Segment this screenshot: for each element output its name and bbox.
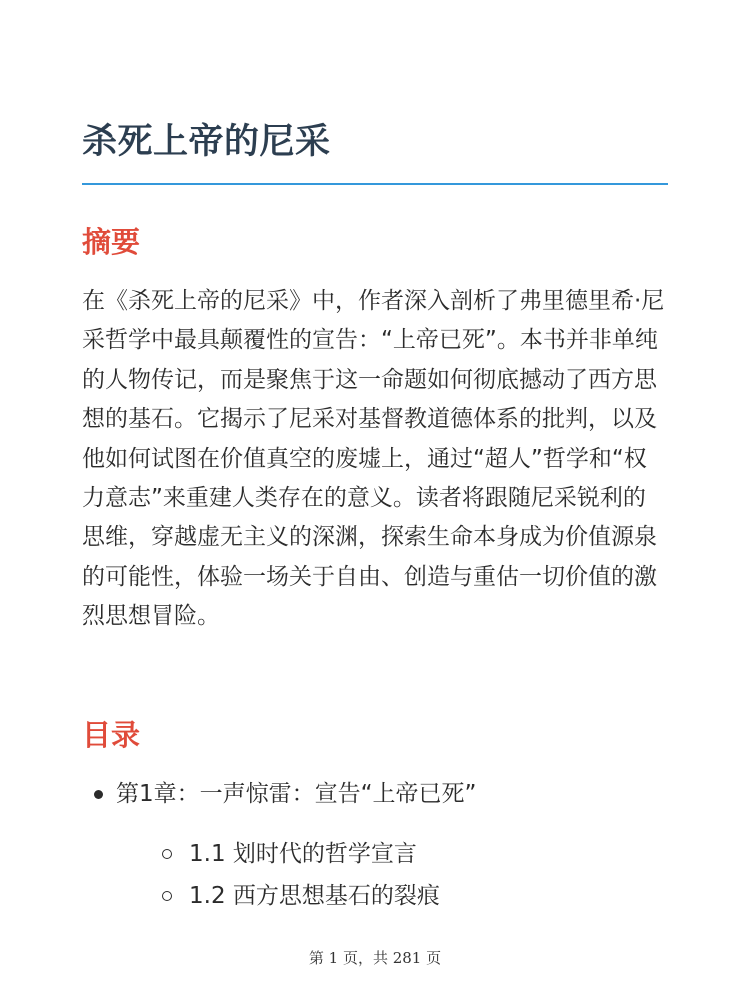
- bullet-circle-icon: [162, 849, 172, 859]
- toc-heading: 目录: [82, 718, 141, 752]
- toc-section-1-2[interactable]: [189, 876, 440, 916]
- bullet-circle-icon: [162, 891, 172, 901]
- toc-section-label: 1.1 划时代的哲学宣言: [189, 841, 417, 867]
- toc-chapter-1[interactable]: [116, 774, 476, 814]
- abstract-paragraph: 在《杀死上帝的尼采》中，作者深入剖析了弗里德里希·尼采哲学中最具颠覆性的宣告：“上帝已死”。本书并非单纯的人物传记，而是聚焦于这一命题如何彻底撼动了西方思想的基石。它揭示了尼采对基督教道德体系的批判，以及他如何试图在价值真空的废墟上，通过“超人”哲学和“权力意志”来重建人类存在的意义。读者将跟随尼采锐利的思维，穿越虚无主义的深渊，探索生命本身成为价值源泉的可能性，体验一场关于自由、创造与重估一切价值的激烈思想冒险。: [82, 288, 665, 630]
- toc-chapter-label: 第1章：一声惊雷：宣告“上帝已死”: [116, 781, 477, 807]
- toc-section-1-1[interactable]: [189, 834, 417, 874]
- title-divider: [82, 183, 668, 185]
- bullet-disc-icon: [94, 790, 103, 799]
- abstract-heading: 摘要: [82, 225, 141, 259]
- book-title: 杀死上帝的尼采: [82, 122, 331, 162]
- document-page: [82, 0, 668, 1000]
- page-number-footer: 第 1 页，共 281 页: [308, 949, 442, 967]
- toc-section-label: 1.2 西方思想基石的裂痕: [189, 883, 440, 909]
